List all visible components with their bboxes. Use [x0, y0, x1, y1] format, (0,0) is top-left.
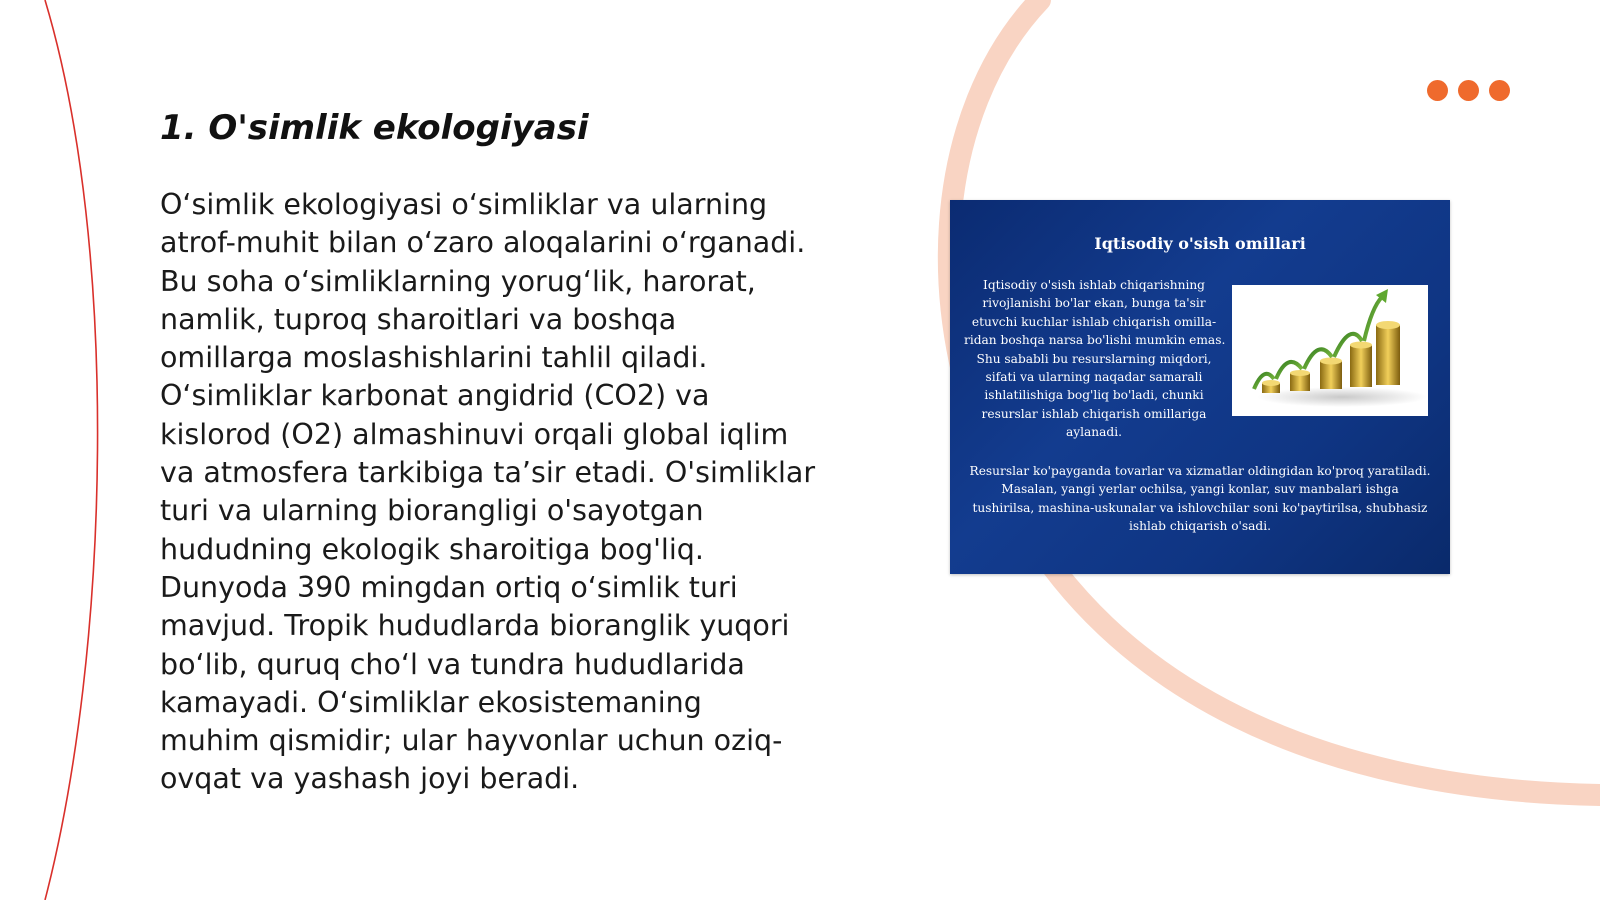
- panel-line: sifati va ularning naqadar samarali: [985, 370, 1203, 385]
- panel-line: tushirilsa, mashina-uskunalar va ishlovchilar soni ko'paytirilsa, shubhasiz: [972, 500, 1428, 515]
- panel-line: etuvchi kuchlar ishlab chiqarish omilla-: [971, 314, 1217, 329]
- dot-1: [1427, 80, 1448, 101]
- body-line: Bu soha o‘simliklarning yorug‘lik, harorat,: [160, 264, 756, 298]
- body-line: turi va ularning biorangligi o'sayotgan: [160, 494, 704, 528]
- panel-paragraph-2: [964, 462, 1436, 536]
- body-line: atrof-muhit bilan o‘zaro aloqalarini o‘rganadi.: [160, 226, 806, 260]
- slide-title: 1. O'simlik ekologiyasi: [160, 108, 589, 148]
- embedded-slide-image: [950, 200, 1450, 574]
- body-line: bo‘lib, quruq cho‘l va tundra hududlarida: [160, 647, 745, 681]
- body-line: omillarga moslashishlarini tahlil qiladi.: [160, 341, 708, 375]
- body-line: mavjud. Tropik hududlarda bioranglik yuqori: [160, 609, 790, 643]
- body-line: namlik, tuproq sharoitlari va boshqa: [160, 302, 677, 336]
- panel-paragraph-1: [964, 276, 1224, 442]
- panel-line: resurslar ishlab chiqarish omillariga: [981, 406, 1207, 421]
- body-paragraph: [160, 186, 850, 799]
- panel-title: Iqtisodiy o'sish omillari: [1094, 234, 1306, 253]
- panel-line: Shu sababli bu resurslarning miqdori,: [976, 351, 1212, 366]
- panel-line: Masalan, yangi yerlar ochilsa, yangi konlar, suv manbalari ishga: [1001, 482, 1399, 497]
- panel-line: ishlatilishiga bog'liq bo'ladi, chunki: [984, 388, 1204, 403]
- dot-2: [1458, 80, 1479, 101]
- panel-line: ishlab chiqarish o'sadi.: [1129, 519, 1271, 534]
- panel-line: aylanadi.: [1065, 425, 1122, 440]
- body-line: va atmosfera tarkibiga ta’sir etadi. O'simliklar: [160, 456, 816, 490]
- body-line: ovqat va yashash joyi beradi.: [160, 762, 580, 796]
- body-line: kamayadi. O‘simliklar ekosistemaning: [160, 685, 702, 719]
- left-red-curve: [45, 0, 98, 900]
- body-line: O‘simlik ekologiyasi o‘simliklar va ularning: [160, 188, 768, 221]
- body-line: hududning ekologik sharoitiga bog'liq.: [160, 532, 704, 566]
- body-line: muhim qismidir; ular hayvonlar uchun oziq-: [160, 724, 783, 758]
- panel-line: Resurslar ko'payganda tovarlar va xizmatlar oldingidan ko'proq yaratiladi.: [969, 464, 1431, 478]
- panel-line: ridan boshqa narsa bo'lishi mumkin emas.: [964, 333, 1226, 348]
- more-dots-icon: [1427, 80, 1515, 102]
- body-line: O‘simliklar karbonat angidrid (CO2) va: [160, 379, 710, 413]
- panel-line: rivojlanishi bo'lar ekan, bunga ta'sir: [982, 296, 1206, 311]
- coin-stacks-growth-picture: [1232, 285, 1428, 416]
- panel-line: Iqtisodiy o'sish ishlab chiqarishning: [983, 278, 1205, 292]
- dot-3: [1489, 80, 1510, 101]
- body-line: Dunyoda 390 mingdan ortiq o‘simlik turi: [160, 570, 738, 604]
- body-line: kislorod (O2) almashinuvi orqali global iqlim: [160, 417, 789, 451]
